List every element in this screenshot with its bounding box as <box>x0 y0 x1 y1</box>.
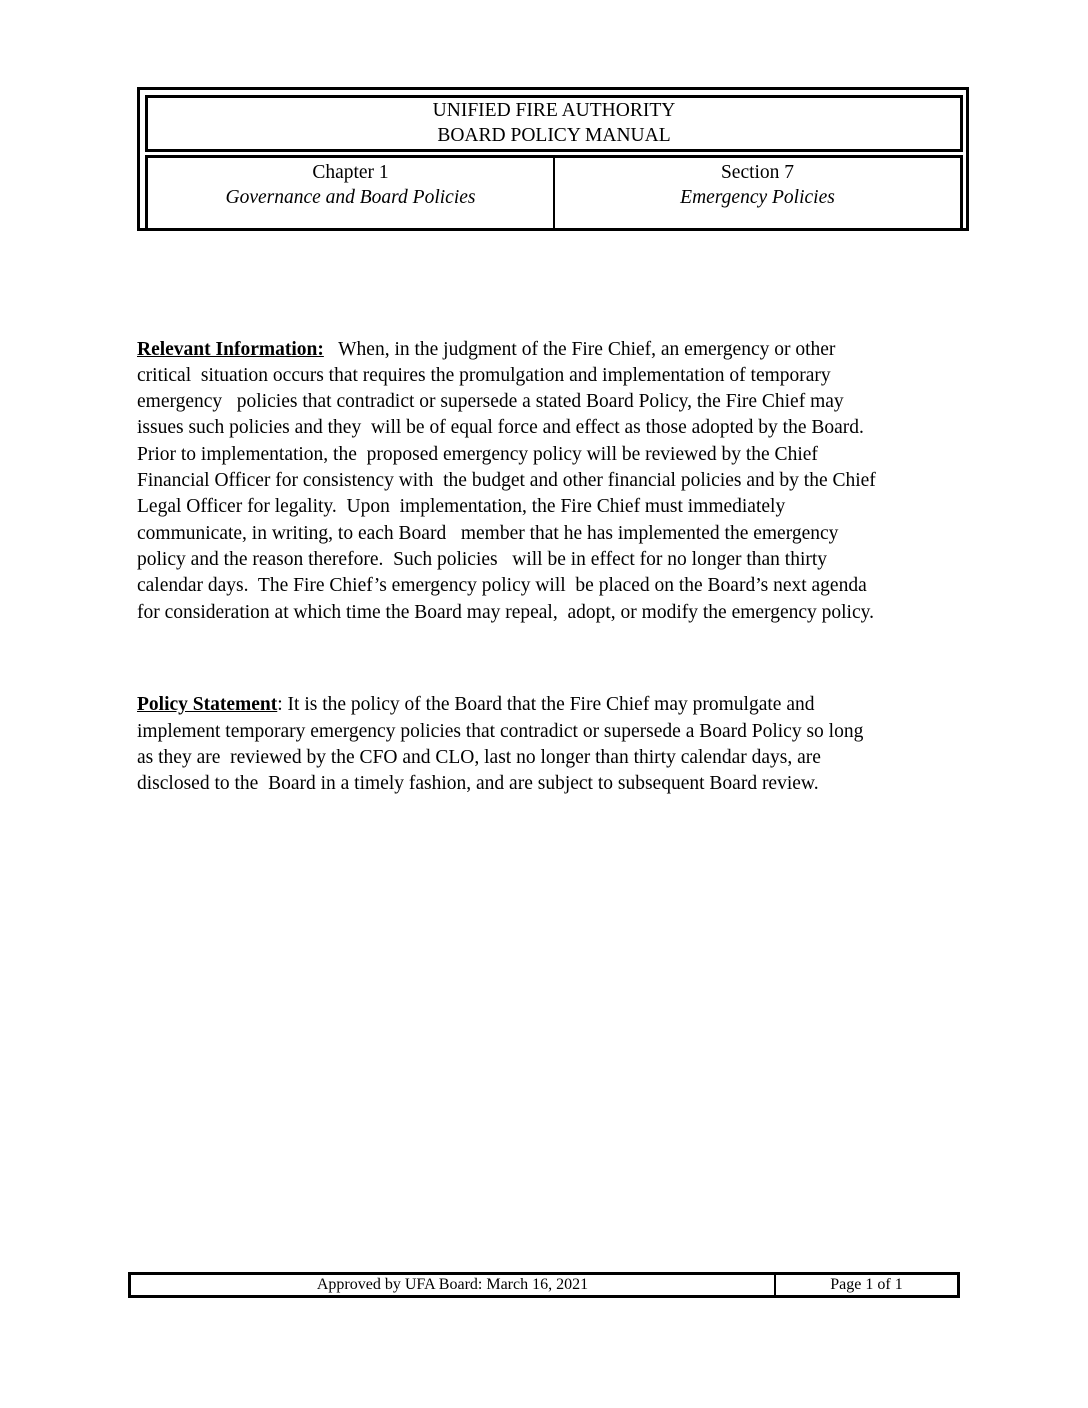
text-line: disclosed to the Board in a timely fashion, and are subject to subsequent Board review. <box>137 773 819 795</box>
text-line: When, in the judgment of the Fire Chief, an emergency or other <box>323 338 836 360</box>
chapter-number: Chapter 1 <box>312 162 389 183</box>
section-number: Section 7 <box>720 162 795 183</box>
header-title <box>145 95 963 152</box>
footer-box <box>128 1272 960 1298</box>
manual-name: BOARD POLICY MANUAL <box>437 125 671 146</box>
header-chapter-section <box>145 155 963 230</box>
text-line: emergency policies that contradict or supersede a stated Board Policy, the Fire Chief may <box>137 391 844 413</box>
text-line: implement temporary emergency policies that contradict or supersede a Board Policy so long <box>137 720 864 742</box>
header-box <box>137 87 969 231</box>
chapter-cell <box>148 158 555 230</box>
policy-label: Policy Statement <box>137 694 278 716</box>
section-title: Emergency Policies <box>680 187 835 208</box>
page-number: Page 1 of 1 <box>830 1276 903 1293</box>
chapter-title: Governance and Board Policies <box>225 187 476 208</box>
relevant-information <box>137 337 876 626</box>
text-line: : It is the policy of the Board that the Fire Chief may promulgate and <box>277 694 815 716</box>
approval-date: Approved by UFA Board: March 16, 2021 <box>131 1275 776 1295</box>
text-line: Prior to implementation, the proposed emergency policy will be reviewed by the Chief <box>137 443 818 465</box>
document-body <box>137 284 876 864</box>
text-line: calendar days. The Fire Chief’s emergency policy will be placed on the Board’s next agenda <box>137 575 867 597</box>
text-line: Legal Officer for legality. Upon implementation, the Fire Chief must immediately <box>137 496 786 518</box>
text-line: Financial Officer for consistency with the budget and other financial policies and by the Chief <box>137 470 876 492</box>
text-line: policy and the reason therefore. Such policies will be in effect for no longer than thirty <box>137 548 828 570</box>
text-line: as they are reviewed by the CFO and CLO, last no longer than thirty calendar days, are <box>137 747 821 769</box>
relevant-label: Relevant Information: <box>137 338 324 360</box>
org-name: UNIFIED FIRE AUTHORITY <box>432 100 676 121</box>
section-cell <box>555 158 960 230</box>
text-line: critical situation occurs that requires the promulgation and implementation of temporary <box>137 364 831 386</box>
policy-statement <box>137 692 876 797</box>
text-line: for consideration at which time the Board may repeal, adopt, or modify the emergency policy. <box>137 601 874 623</box>
text-line: communicate, in writing, to each Board member that he has implemented the emergency <box>137 522 839 544</box>
text-line: issues such policies and they will be of equal force and effect as those adopted by the Board. <box>137 417 864 439</box>
